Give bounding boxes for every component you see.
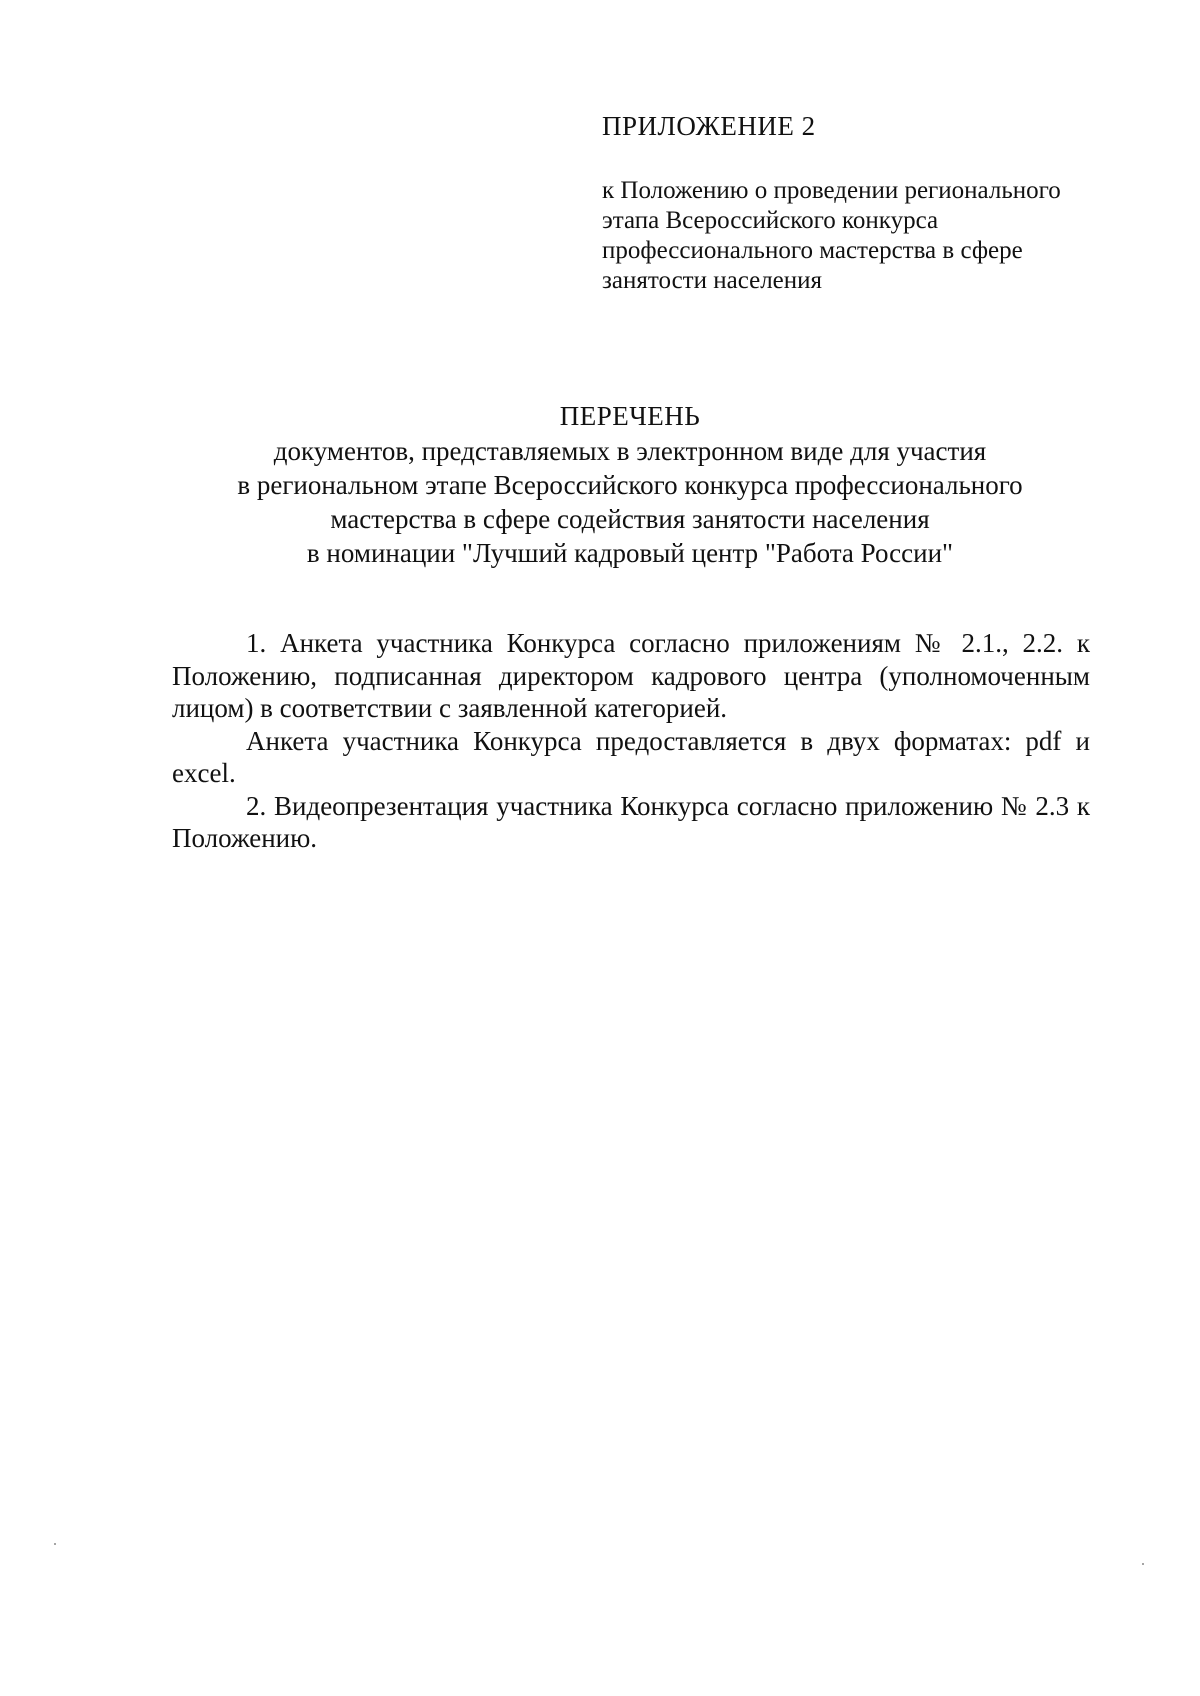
heading-line: мастерства в сфере содействия занятости населения — [330, 504, 930, 534]
appendix-reference-line: этапа Всероссийского конкурса — [602, 207, 939, 234]
appendix-reference — [602, 176, 1102, 296]
document-heading — [140, 398, 1120, 570]
list-item: 2. Видеопрезентация участника Конкурса согласно приложению № 2.3 к Положению. — [172, 790, 1090, 853]
appendix-title: ПРИЛОЖЕНИЕ 2 — [602, 111, 816, 141]
heading-line: в региональном этапе Всероссийского конкурса профессионального — [237, 470, 1023, 500]
heading-line: в номинации "Лучший кадровый центр "Работа России" — [306, 538, 954, 568]
heading-title: ПЕРЕЧЕНЬ — [559, 401, 701, 431]
appendix-reference-line: к Положению о проведении регионального — [602, 177, 1061, 204]
list-item: 1. Анкета участника Конкурса согласно приложениям № 2.1., 2.2. к Положению, подписанная директором кадрового центра (уполномоченным лицом) в соответствии с заявленной категорией. — [172, 628, 1090, 723]
scan-speck — [1142, 1563, 1144, 1565]
appendix-reference-line: занятости населения — [602, 267, 823, 294]
appendix-reference-line: профессионального мастерства в сфере — [602, 237, 1023, 264]
scan-speck — [54, 1543, 56, 1545]
heading-line: документов, представляемых в электронном виде для участия — [273, 436, 987, 466]
document-body — [172, 627, 1090, 855]
list-item-note: Анкета участника Конкурса предоставляется в двух форматах: pdf и excel. — [172, 725, 1090, 788]
